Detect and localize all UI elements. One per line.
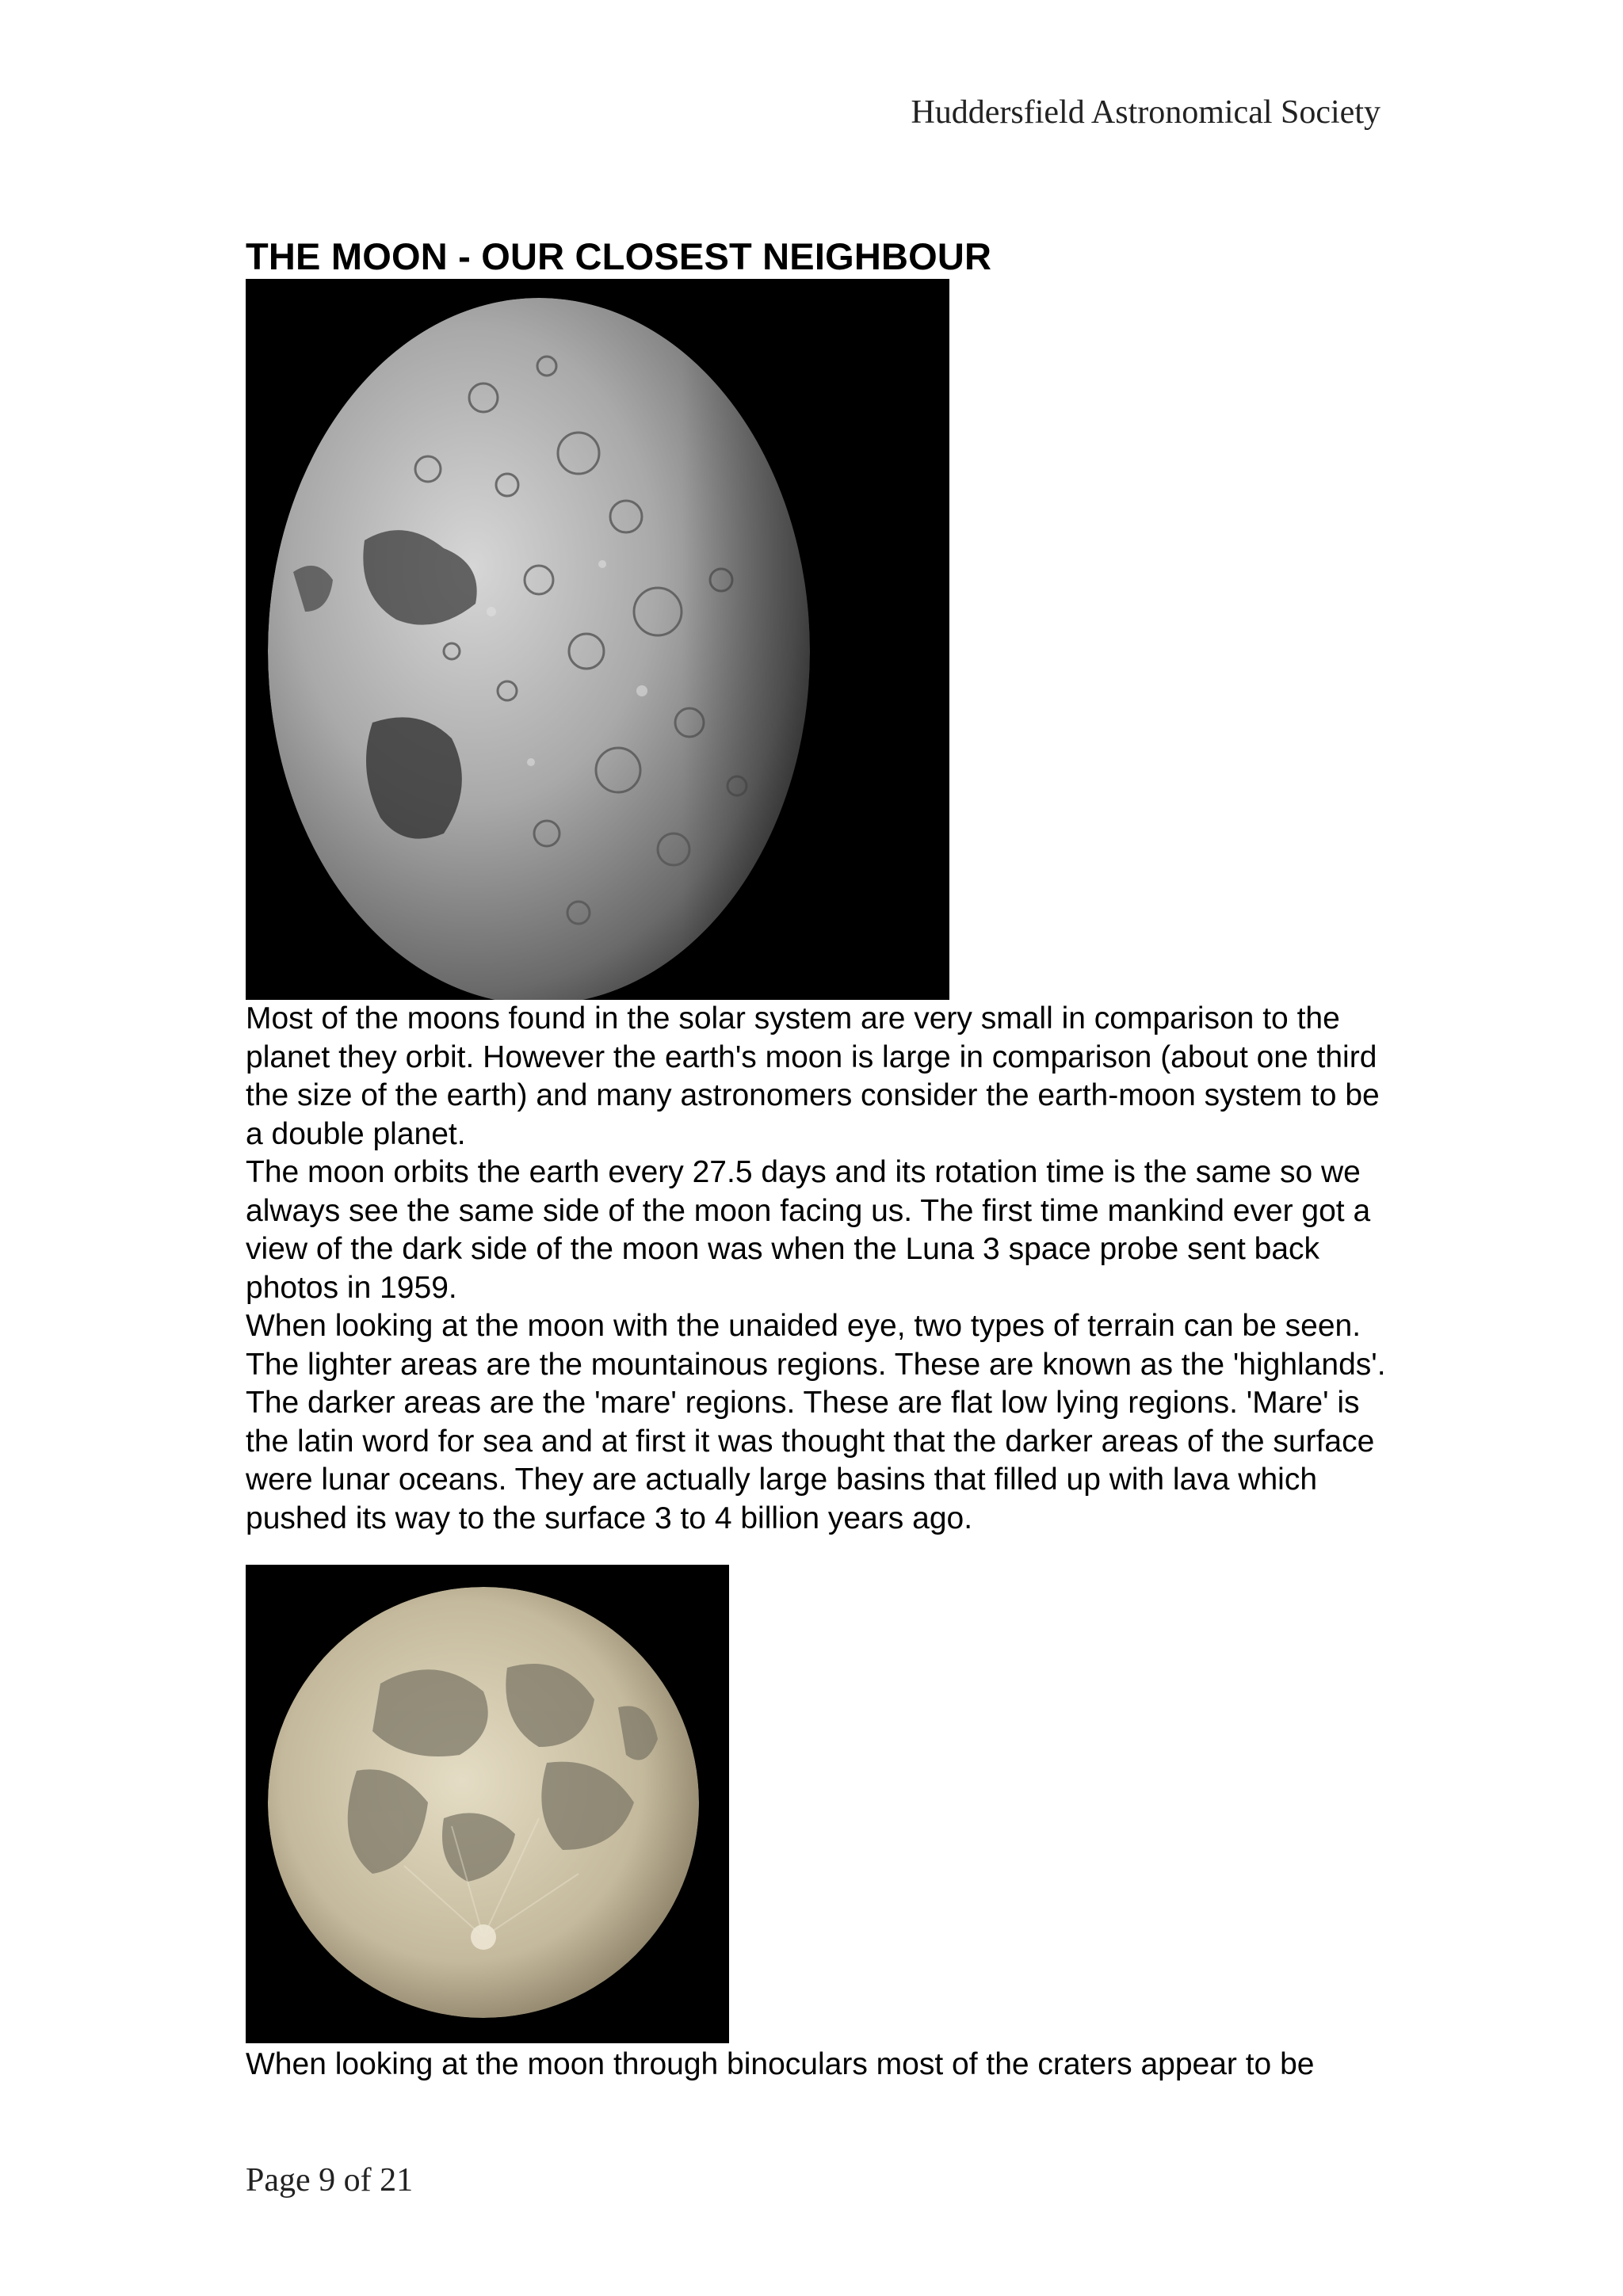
full-moon-photo <box>246 1565 729 2043</box>
paragraph: Most of the moons found in the solar system are very small in comparison to the planet they orbit. However the earth's moon is large in comparison (about one third the size of the earth) and many astronomers consider the earth-moon system to be a double planet. <box>246 1001 1380 1151</box>
page-number: Page 9 of 21 <box>246 2162 414 2199</box>
paragraph: The moon orbits the earth every 27.5 days and its rotation time is the same so we always see the same side of the moon facing us. The first time mankind ever got a view of the dark side of the moon was when the Luna 3 space probe sent back photos in 1959. <box>246 1155 1371 1305</box>
body-text <box>246 1000 1387 1538</box>
running-header: Huddersfield Astronomical Society <box>911 94 1381 131</box>
paragraph: When looking at the moon with the unaided eye, two types of terrain can be seen. The lighter areas are the mountainous regions. These are known as the 'highlands'. The darker areas are the 'mare' regions. These are flat low lying regions. 'Mare' is the latin word for sea and at first it was thought that the darker areas of the surface were lunar oceans. They are actually large basins that filled up with lava which pushed its way to the surface 3 to 4 billion years ago. <box>246 1309 1386 1535</box>
moon-photo-cratered <box>246 279 949 1000</box>
page-title: THE MOON - OUR CLOSEST NEIGHBOUR <box>246 235 992 277</box>
continuation-text: When looking at the moon through binoculars most of the craters appear to be <box>246 2047 1315 2081</box>
